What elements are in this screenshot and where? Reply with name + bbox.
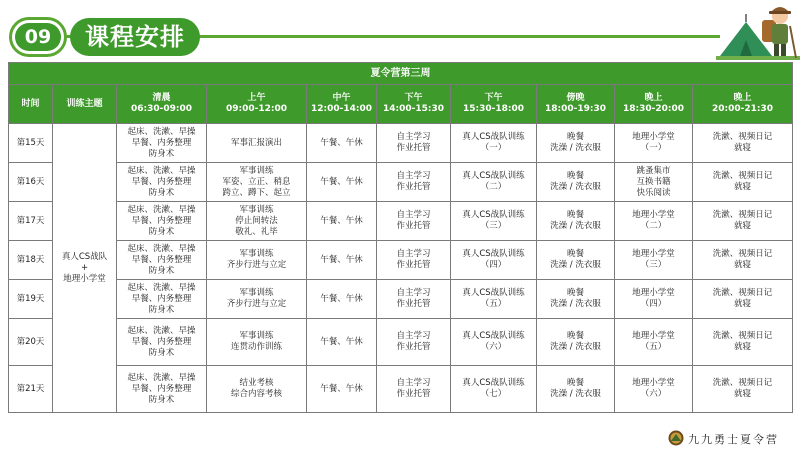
activity-cell [693, 124, 793, 163]
schedule-row [9, 202, 793, 241]
activity-cell [307, 124, 377, 163]
cell-line: 就寝 [733, 299, 751, 309]
cell-line: 晚上 [733, 93, 752, 103]
activity-cell [117, 241, 207, 280]
cell-line: 起床、洗漱、早操 [127, 126, 196, 137]
cell-line: 真人CS战队训练 [462, 210, 525, 220]
cell-line: 防身术 [148, 304, 175, 315]
cell-line: 自主学习 [396, 378, 431, 388]
cell-line: 早餐、内务整理 [131, 293, 192, 304]
brand-logo-icon [668, 430, 684, 446]
activity-cell [537, 319, 615, 366]
cell-line: 停止间转法 [235, 215, 278, 226]
cell-line: 地理小学堂 [632, 378, 675, 388]
activity-cell [377, 124, 451, 163]
cell-line: 洗澡 / 洗衣服 [550, 221, 601, 231]
activity-cell [117, 280, 207, 319]
cell-line: 洗澡 / 洗衣服 [550, 260, 601, 270]
cell-line: 就寝 [733, 221, 751, 231]
cell-line: 作业托管 [396, 342, 431, 352]
schedule-row [9, 163, 793, 202]
cell-line: 真人CS战队 [61, 251, 108, 262]
activity-cell [537, 163, 615, 202]
cell-line: 下午 [404, 93, 423, 103]
activity-cell [615, 366, 693, 413]
cell-line: 午餐、午休 [320, 137, 363, 148]
cell-line: 就寝 [733, 342, 751, 352]
cell-line: 20:00-21:30 [711, 104, 774, 114]
cell-line: 就寝 [733, 260, 751, 270]
cell-line: （一） [480, 143, 507, 153]
cell-line: 地理小学堂 [632, 288, 675, 298]
cell-line: 晚餐 [566, 249, 584, 259]
cell-line: 作业托管 [396, 143, 431, 153]
cell-line: 起床、洗漱、早操 [127, 204, 196, 215]
cell-line: 综合内容考核 [230, 389, 282, 399]
column-header [451, 85, 537, 124]
cell-line: 军事训练 [239, 331, 274, 341]
cell-line: 自主学习 [396, 132, 431, 142]
cell-line: 就寝 [733, 182, 751, 192]
schedule-table [8, 62, 793, 413]
activity-cell [117, 366, 207, 413]
cell-line: 晚餐 [566, 210, 584, 220]
cell-line: （五） [640, 342, 667, 352]
cell-line: （六） [640, 389, 667, 399]
activity-cell [117, 202, 207, 241]
cell-line: 午餐、午休 [320, 336, 363, 347]
activity-cell [537, 366, 615, 413]
cell-line: 真人CS战队训练 [462, 132, 525, 142]
cell-line: 自主学习 [396, 249, 431, 259]
cell-line: 18:00-19:30 [544, 104, 607, 114]
cell-line: 真人CS战队训练 [462, 249, 525, 259]
cell-line: 09:00-12:00 [225, 104, 288, 114]
activity-cell [537, 241, 615, 280]
cell-line: 真人CS战队训练 [462, 331, 525, 341]
day-cell: 第18天 [9, 241, 53, 280]
cell-line: 洗澡 / 洗衣服 [550, 299, 601, 309]
activity-cell [117, 124, 207, 163]
cell-line: （五） [480, 299, 507, 309]
cell-line: 军事训练 [239, 165, 274, 176]
day-cell: 第20天 [9, 319, 53, 366]
section-number-badge [9, 17, 67, 57]
day-cell: 第17天 [9, 202, 53, 241]
day-cell: 第15天 [9, 124, 53, 163]
camper-mascot-icon [716, 0, 800, 62]
activity-cell [377, 241, 451, 280]
cell-line: 洗澡 / 洗衣服 [550, 143, 601, 153]
cell-line: 起床、洗漱、早操 [127, 372, 196, 383]
cell-line: 快乐阅读 [636, 187, 671, 198]
cell-line: 防身术 [148, 187, 175, 198]
activity-cell [451, 202, 537, 241]
cell-line: + [80, 262, 89, 273]
activity-cell [307, 280, 377, 319]
activity-cell [693, 163, 793, 202]
cell-line: 午餐、午休 [320, 383, 363, 394]
cell-line: 早餐、内务整理 [131, 215, 192, 226]
cell-line: 早餐、内务整理 [131, 137, 192, 148]
cell-line: 起床、洗漱、早操 [127, 243, 196, 254]
activity-cell [537, 280, 615, 319]
cell-line: 晚上 [644, 93, 663, 103]
activity-cell [537, 202, 615, 241]
activity-cell [451, 241, 537, 280]
cell-line: 军事训练 [239, 288, 274, 298]
cell-line: 自主学习 [396, 331, 431, 341]
activity-cell [207, 280, 307, 319]
column-header [377, 85, 451, 124]
cell-line: （二） [640, 221, 667, 231]
cell-line: 起床、洗漱、早操 [127, 165, 196, 176]
brand-name: 九九勇士夏令营 [688, 433, 779, 446]
page-title: 课程安排 [70, 18, 200, 56]
cell-line: 真人CS战队训练 [462, 378, 525, 388]
column-header [307, 85, 377, 124]
page-header [0, 0, 800, 62]
activity-cell [693, 366, 793, 413]
column-header [615, 85, 693, 124]
cell-line: 晚餐 [566, 331, 584, 341]
cell-line: （三） [640, 260, 667, 270]
column-header [9, 85, 53, 124]
cell-line: 下午 [484, 93, 503, 103]
cell-line: 14:00-15:30 [382, 104, 445, 114]
schedule-row [9, 319, 793, 366]
cell-line: 晚餐 [566, 378, 584, 388]
cell-line: 自主学习 [396, 288, 431, 298]
cell-line: 早餐、内务整理 [131, 176, 192, 187]
activity-cell [207, 202, 307, 241]
cell-line: 18:30-20:00 [622, 104, 685, 114]
cell-line: 洗漱、视频日记 [712, 171, 773, 181]
schedule-body [9, 124, 793, 413]
cell-line: 地理小学堂 [632, 210, 675, 220]
cell-line: 真人CS战队训练 [462, 288, 525, 298]
column-header [537, 85, 615, 124]
cell-line: （六） [480, 342, 507, 352]
cell-line: 起床、洗漱、早操 [127, 282, 196, 293]
activity-cell [451, 124, 537, 163]
day-cell: 第21天 [9, 366, 53, 413]
cell-line: 防身术 [148, 148, 175, 159]
cell-line: （四） [640, 299, 667, 309]
schedule-row [9, 241, 793, 280]
cell-line: 军姿、立正、稍息 [222, 176, 291, 187]
cell-line: 就寝 [733, 143, 751, 153]
cell-line: 清晨 [152, 93, 171, 103]
cell-line: 洗漱、视频日记 [712, 331, 773, 341]
cell-line: 结业考核 [239, 378, 274, 388]
cell-line: 洗澡 / 洗衣服 [550, 182, 601, 192]
cell-line: 上午 [247, 93, 266, 103]
cell-line: 洗漱、视频日记 [712, 210, 773, 220]
activity-cell [451, 366, 537, 413]
activity-cell [307, 241, 377, 280]
footer-brand [668, 430, 796, 446]
cell-line: 防身术 [148, 394, 175, 405]
activity-cell [307, 319, 377, 366]
cell-line: 军事训练 [239, 204, 274, 215]
cell-line: 训练主题 [66, 98, 103, 109]
activity-cell [693, 280, 793, 319]
schedule-row [9, 124, 793, 163]
column-header [207, 85, 307, 124]
cell-line: 作业托管 [396, 389, 431, 399]
cell-line: 06:30-09:00 [130, 104, 193, 114]
activity-cell [207, 163, 307, 202]
cell-line: （二） [480, 182, 507, 192]
cell-line: 15:30-18:00 [462, 104, 525, 114]
cell-line: 洗澡 / 洗衣服 [550, 389, 601, 399]
activity-cell [207, 319, 307, 366]
week-title: 夏令营第三周 [9, 63, 793, 85]
cell-line: 中午 [332, 93, 351, 103]
activity-cell [615, 124, 693, 163]
cell-line: 地理小学堂 [63, 273, 106, 284]
section-number: 09 [15, 23, 61, 51]
cell-line: 真人CS战队训练 [462, 171, 525, 181]
activity-cell [615, 319, 693, 366]
cell-line: 午餐、午休 [320, 176, 363, 187]
activity-cell [377, 202, 451, 241]
activity-cell [207, 241, 307, 280]
cell-line: （七） [480, 389, 507, 399]
cell-line: 起床、洗漱、早操 [127, 325, 196, 336]
activity-cell [117, 163, 207, 202]
cell-line: 防身术 [148, 347, 175, 358]
cell-line: 自主学习 [396, 171, 431, 181]
schedule-table-container [8, 62, 792, 413]
activity-cell [615, 202, 693, 241]
cell-line: 早餐、内务整理 [131, 254, 192, 265]
column-header [693, 85, 793, 124]
cell-line: 午餐、午休 [320, 254, 363, 265]
cell-line: 午餐、午休 [320, 293, 363, 304]
cell-line: 洗澡 / 洗衣服 [550, 342, 601, 352]
activity-cell [307, 163, 377, 202]
cell-line: 作业托管 [396, 221, 431, 231]
cell-line: 连贯动作训练 [230, 342, 282, 352]
cell-line: 晚餐 [566, 288, 584, 298]
activity-cell [377, 366, 451, 413]
cell-line: 早餐、内务整理 [131, 336, 192, 347]
cell-line: 跳蚤集市 [636, 165, 671, 176]
cell-line: 时间 [21, 98, 40, 109]
cell-line: 洗漱、视频日记 [712, 249, 773, 259]
activity-cell [451, 163, 537, 202]
activity-cell [615, 280, 693, 319]
schedule-row [9, 366, 793, 413]
activity-cell [693, 202, 793, 241]
activity-cell [693, 319, 793, 366]
cell-line: 洗漱、视频日记 [712, 288, 773, 298]
cell-line: 地理小学堂 [632, 331, 675, 341]
cell-line: 洗漱、视频日记 [712, 132, 773, 142]
cell-line: （三） [480, 221, 507, 231]
training-theme-cell [53, 124, 117, 413]
cell-line: 作业托管 [396, 182, 431, 192]
cell-line: 作业托管 [396, 260, 431, 270]
activity-cell [615, 163, 693, 202]
cell-line: 互换书籍 [636, 176, 671, 187]
cell-line: 敬礼、礼毕 [235, 226, 278, 237]
cell-line: 就寝 [733, 389, 751, 399]
cell-line: 晚餐 [566, 171, 584, 181]
cell-line: 地理小学堂 [632, 132, 675, 142]
cell-line: 军事汇报演出 [230, 137, 282, 148]
cell-line: 齐步行进与立定 [226, 299, 287, 309]
activity-cell [451, 319, 537, 366]
cell-line: 早餐、内务整理 [131, 383, 192, 394]
activity-cell [207, 124, 307, 163]
activity-cell [117, 319, 207, 366]
activity-cell [615, 241, 693, 280]
column-header [117, 85, 207, 124]
activity-cell [693, 241, 793, 280]
cell-line: 地理小学堂 [632, 249, 675, 259]
activity-cell [307, 366, 377, 413]
activity-cell [307, 202, 377, 241]
cell-line: 午餐、午休 [320, 215, 363, 226]
cell-line: 军事训练 [239, 249, 274, 259]
column-header-row [9, 85, 793, 124]
cell-line: 傍晚 [566, 93, 585, 103]
cell-line: （一） [640, 143, 667, 153]
activity-cell [377, 319, 451, 366]
cell-line: （四） [480, 260, 507, 270]
cell-line: 防身术 [148, 226, 175, 237]
cell-line: 洗漱、视频日记 [712, 378, 773, 388]
cell-line: 防身术 [148, 265, 175, 276]
schedule-row [9, 280, 793, 319]
cell-line: 自主学习 [396, 210, 431, 220]
activity-cell [377, 163, 451, 202]
column-header [53, 85, 117, 124]
activity-cell [207, 366, 307, 413]
cell-line: 跨立、蹲下、起立 [222, 187, 291, 198]
activity-cell [377, 280, 451, 319]
cell-line: 齐步行进与立定 [226, 260, 287, 270]
day-cell: 第19天 [9, 280, 53, 319]
day-cell: 第16天 [9, 163, 53, 202]
cell-line: 作业托管 [396, 299, 431, 309]
activity-cell [537, 124, 615, 163]
cell-line: 晚餐 [566, 132, 584, 142]
activity-cell [451, 280, 537, 319]
cell-line: 12:00-14:00 [310, 104, 373, 114]
